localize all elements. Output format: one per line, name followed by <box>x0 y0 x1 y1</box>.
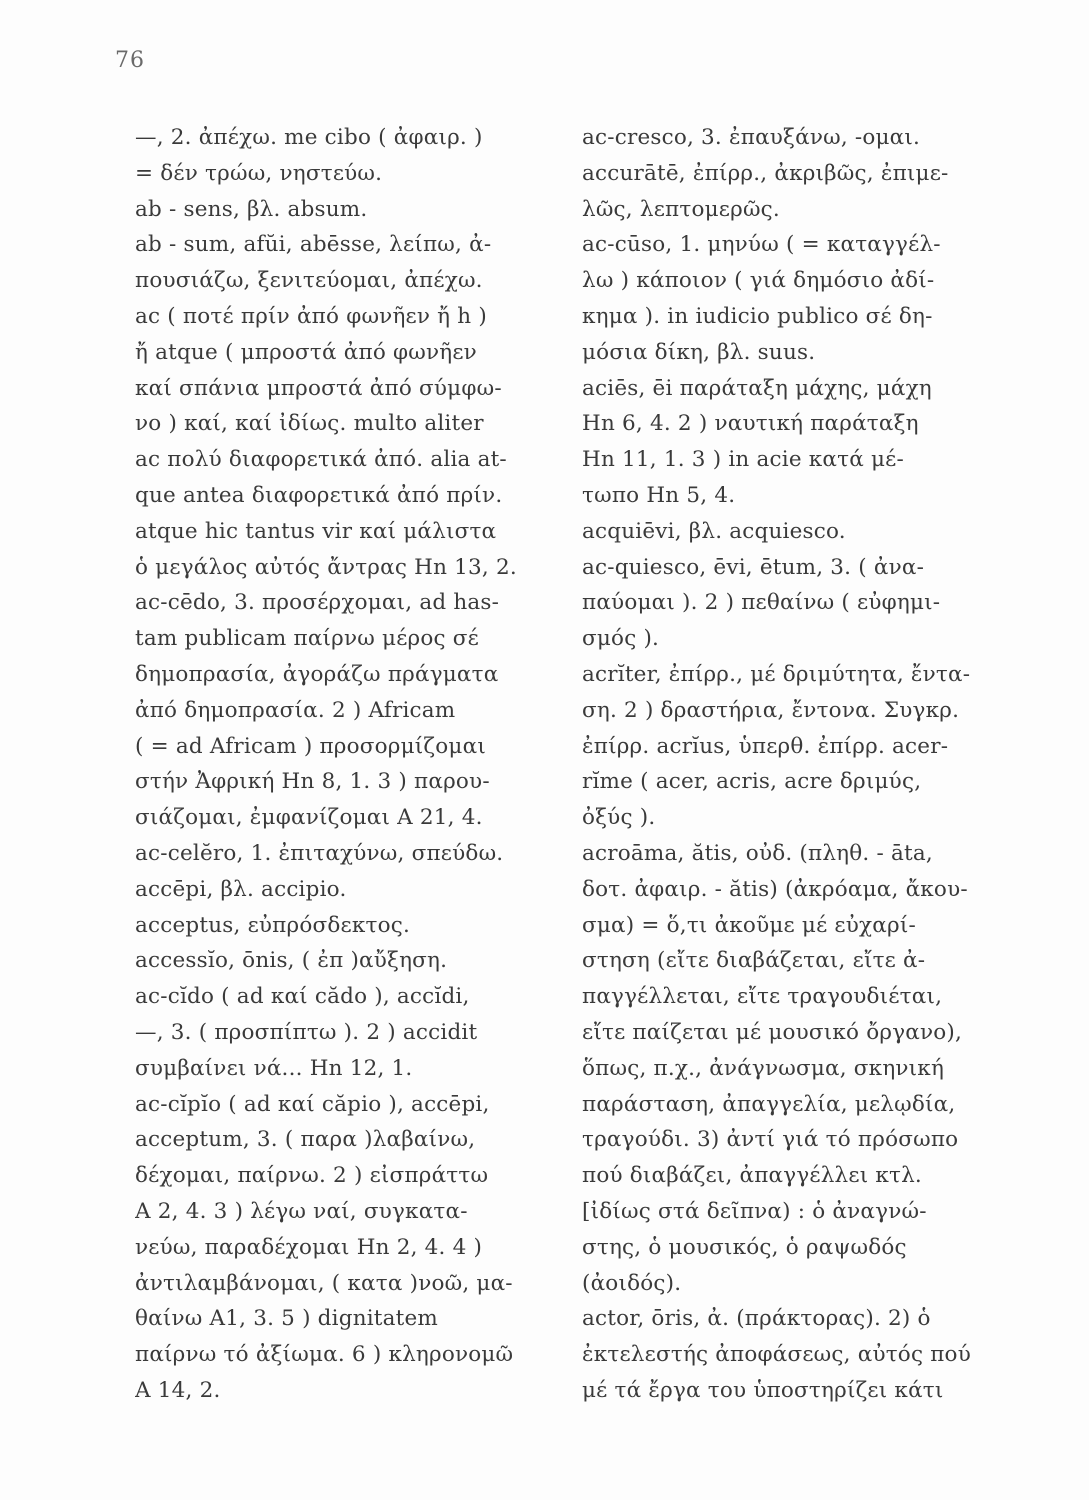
page-number: 76 <box>115 48 145 73</box>
left-column <box>135 120 555 1409</box>
right-line: στης, ὁ μουσικός, ὁ ραψωδός <box>582 1234 907 1260</box>
left-line: accessĭo, ōnis, ( ἐπ )αὔξηση. <box>135 948 448 974</box>
left-line: —, 3. ( προσπίπτω ). 2 ) accidit <box>135 1019 478 1045</box>
left-line: νο ) καί, καί ἰδίως. multo aliter <box>135 411 484 437</box>
right-line: accurātē, ἐπίρρ., ἀκριβῶς, ἐπιμε- <box>582 160 949 186</box>
right-line: acroāma, ătis, οὐδ. (πληθ. - āta, <box>582 840 933 866</box>
left-line: σιάζομαι, ἐμφανίζομαι A 21, 4. <box>135 805 483 831</box>
right-line: ac-quiesco, ēvi, ētum, 3. ( ἀνα- <box>582 554 925 580</box>
left-line: ac-cĭdo ( ad καί cădo ), accĭdi, <box>135 984 470 1010</box>
right-line: στηση (εἴτε διαβάζεται, εἴτε ἀ- <box>582 948 926 974</box>
right-line: ac-cūso, 1. μηνύω ( = καταγγέλ- <box>582 232 941 258</box>
right-line: actor, ōris, ἀ. (πράκτορας). 2) ὁ <box>582 1306 931 1332</box>
right-line: τωπο Hn 5, 4. <box>582 482 736 508</box>
left-line: —, 2. ἀπέχω. me cibo ( ἀφαιρ. ) <box>135 125 483 150</box>
left-line: ac-celĕro, 1. ἐπιταχύνω, σπεύδω. <box>135 840 504 866</box>
left-line: = δέν τρώω, νηστεύω. <box>135 160 383 186</box>
left-line: ὁ μεγάλος αὐτός ἄντρας Hn 13, 2. <box>135 554 517 580</box>
right-line: δοτ. ἀφαιρ. - ătis) (ἀκρόαμα, ἄκου- <box>582 876 968 902</box>
left-line: ( = ad Africam ) προσορμίζομαι <box>135 733 486 759</box>
left-line: ac-cĭpĭo ( ad καί căpio ), accēpi, <box>135 1091 490 1117</box>
right-line: aciēs, ēi παράταξη μάχης, μάχη <box>582 375 932 401</box>
left-line: ἀπό δημοπρασία. 2 ) Africam <box>135 697 456 723</box>
left-line: atque hic tantus vir καί μάλιστα <box>135 518 497 544</box>
left-line: ac ( ποτέ πρίν ἀπό φωνῆεν ἤ h ) <box>135 303 487 329</box>
right-line: λω ) κάποιον ( γιά δημόσιο ἀδί- <box>582 268 935 294</box>
left-line: A 14, 2. <box>135 1377 221 1403</box>
right-line: rĭme ( acer, acris, acre δριμύς, <box>582 769 922 795</box>
right-line: ση. 2 ) δραστήρια, ἔντονα. Συγκρ. <box>582 697 960 723</box>
right-line: ὀξύς ). <box>582 805 656 831</box>
left-line: νεύω, παραδέχομαι Hn 2, 4. 4 ) <box>135 1234 483 1260</box>
right-line: ac-cresco, 3. ἐπαυξάνω, -ομαι. <box>582 125 921 150</box>
right-line: λῶς, λεπτομερῶς. <box>582 196 780 222</box>
right-line: ἐκτελεστής ἀποφάσεως, αὐτός πού <box>582 1342 971 1368</box>
right-line: acrĭter, ἐπίρρ., μέ δριμύτητα, ἔντα- <box>582 661 971 687</box>
left-line: συμβαίνει νά... Hn 12, 1. <box>135 1055 413 1081</box>
right-line: Hn 6, 4. 2 ) ναυτική παράταξη <box>582 411 919 437</box>
left-line: A 2, 4. 3 ) λέγω ναί, συγκατα- <box>135 1198 468 1224</box>
left-line: accēpi, βλ. accipio. <box>135 876 347 902</box>
left-line: acceptus, εὐπρόσδεκτος. <box>135 912 411 938</box>
left-line: acceptum, 3. ( παρα )λαβαίνω, <box>135 1127 476 1153</box>
right-line: τραγούδι. 3) ἀντί γιά τό πρόσωπο <box>582 1127 959 1153</box>
left-line: ab - sum, afŭi, abēsse, λείπω, ἀ- <box>135 232 492 258</box>
right-line: πού διαβάζει, ἀπαγγέλλει κτλ. <box>582 1163 922 1189</box>
right-line: κημα ). in iudicio publico σέ δη- <box>582 303 933 329</box>
left-line: ἤ atque ( μπροστά ἀπό φωνῆεν <box>135 339 477 365</box>
right-line: παράσταση, ἀπαγγελία, μελῳδία, <box>582 1091 956 1117</box>
right-line: εἴτε παίζεται μέ μουσικό ὄργανο), <box>582 1019 963 1045</box>
right-column <box>582 120 1022 1409</box>
left-line: δημοπρασία, ἀγοράζω πράγματα <box>135 661 499 687</box>
left-line: παίρνω τό ἀξίωμα. 6 ) κληρονομῶ <box>135 1342 514 1368</box>
right-line: μέ τά ἔργα του ὑποστηρίζει κάτι <box>582 1377 944 1403</box>
left-line: tam publicam παίρνω μέρος σέ <box>135 626 480 652</box>
left-line: ac πολύ διαφορετικά ἀπό. alia at- <box>135 447 507 473</box>
right-line: ἐπίρρ. acrĭus, ὑπερθ. ἐπίρρ. acer- <box>582 733 949 759</box>
left-line: πουσιάζω, ξενιτεύομαι, ἀπέχω. <box>135 268 483 294</box>
right-line: Hn 11, 1. 3 ) in acie κατά μέ- <box>582 447 904 473</box>
left-line: ac-cēdo, 3. προσέρχομαι, ad has- <box>135 590 500 616</box>
right-line: παύομαι ). 2 ) πεθαίνω ( εὐφημι- <box>582 590 941 616</box>
left-line: ἀντιλαμβάνομαι, ( κατα )νοῶ, μα- <box>135 1270 513 1296</box>
left-line: que antea διαφορετικά ἀπό πρίν. <box>135 482 503 508</box>
right-line: ὅπως, π.χ., ἀνάγνωσμα, σκηνική <box>582 1055 945 1081</box>
left-line: θαίνω A1, 3. 5 ) dignitatem <box>135 1306 439 1332</box>
left-line: στήν Ἀφρική Hn 8, 1. 3 ) παρου- <box>135 769 490 795</box>
right-line: παγγέλλεται, εἴτε τραγουδιέται, <box>582 984 943 1010</box>
right-line: σμα) = ὅ,τι ἀκοῦμε μέ εὐχαρί- <box>582 912 916 938</box>
left-line: ab - sens, βλ. absum. <box>135 196 368 222</box>
left-line: καί σπάνια μπροστά ἀπό σύμφω- <box>135 375 502 401</box>
right-line: (ἀοιδός). <box>582 1270 682 1296</box>
right-line: [ἰδίως στά δεῖπνα) : ὁ ἀναγνώ- <box>582 1198 927 1224</box>
right-line: μόσια δίκη, βλ. suus. <box>582 339 816 365</box>
right-line: acquiēvi, βλ. acquiesco. <box>582 518 846 544</box>
right-line: σμός ). <box>582 626 660 652</box>
left-line: δέχομαι, παίρνω. 2 ) εἰσπράττω <box>135 1163 489 1189</box>
